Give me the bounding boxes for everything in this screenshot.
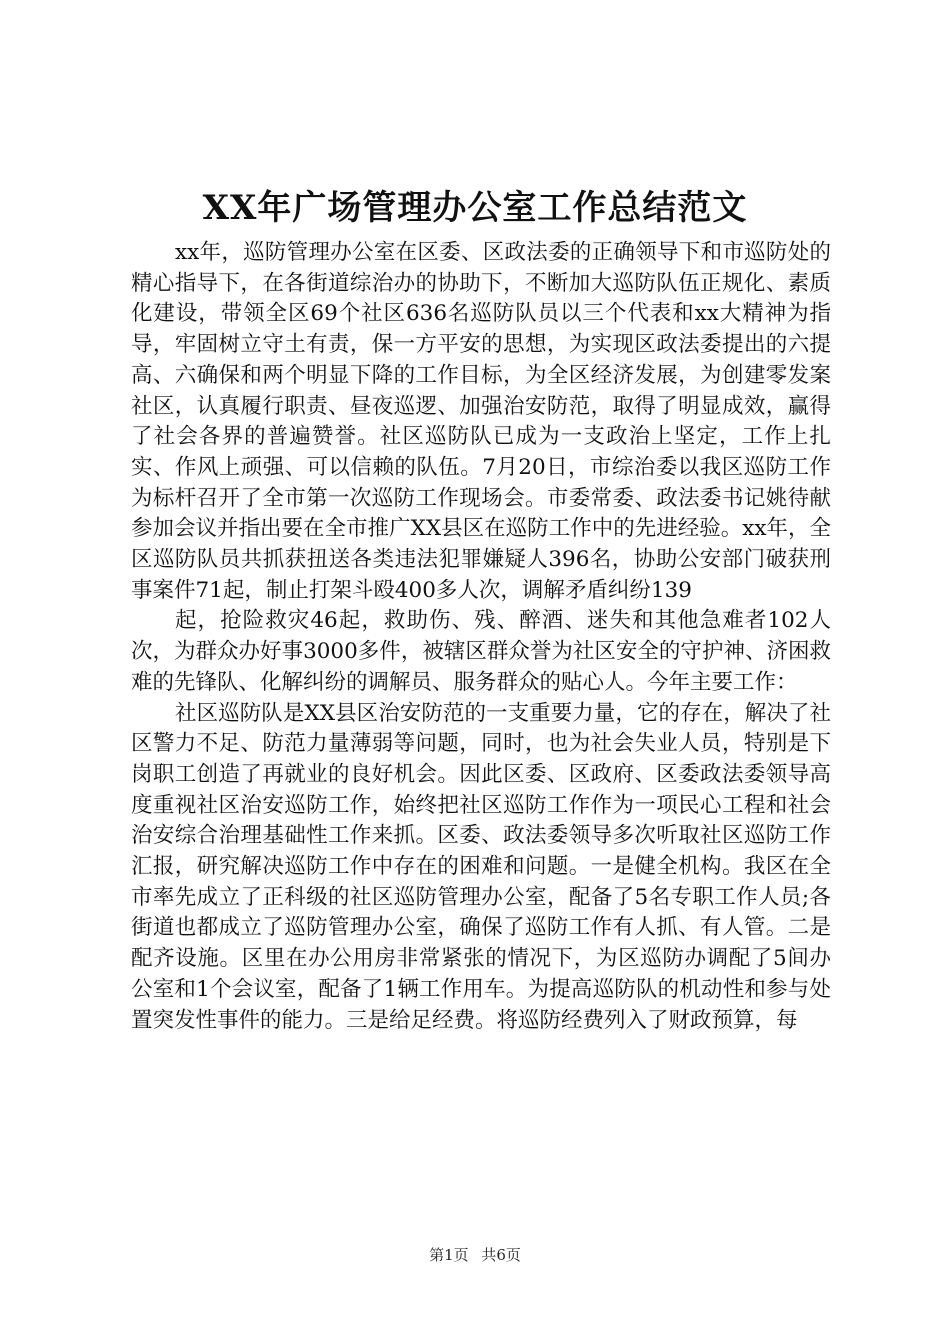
document-body [131,238,831,1036]
total-pages: 共6页 [481,1246,521,1264]
paragraph: 起，抢险救灾46起，救助伤、残、醉酒、迷失和其他急难者102人次，为群众办好事3000多件，被辖区群众誉为社区安全的守护神、济困救难的先锋队、化解纠纷的调解员、服务群众的贴心人。今年主要工作： [131,608,831,695]
paragraph: xx年，巡防管理办公室在区委、区政法委的正确领导下和市巡防处的精心指导下，在各街道综治办的协助下，不断加大巡防队伍正规化、素质化建设，带领全区69个社区636名巡防队员以三个代表和xx大精神为指导，牢固树立守土有责，保一方平安的思想，为实现区政法委提出的六提高、六确保和两个明显下降的工作目标，为全区经济发展，为创建零发案社区，认真履行职责、昼夜巡逻、加强治安防范，取得了明显成效，赢得了社会各界的普遍赞誉。社区巡防队已成为一支政治上坚定，工作上扎实、作风上顽强、可以信赖的队伍。7月20日，市综治委以我区巡防工作为标杆召开了全市第一次巡防工作现场会。市委常委、政法委书记姚待献参加会议并指出要在全市推广XX县区在巡防工作中的先进经验。xx年，全区巡防队员共抓获扭送各类违法犯罪嫌疑人396名，协助公安部门破获刑事案件71起，制止打架斗殴400多人次，调解矛盾纠纷139 [131,240,831,603]
document-title: XX年广场管理办公室工作总结范文 [202,188,748,228]
page-number: 第1页 [429,1246,469,1264]
page-footer [0,1244,950,1266]
paragraph: 社区巡防队是XX县区治安防范的一支重要力量，它的存在，解决了社区警力不足、防范力量薄弱等问题，同时，也为社会失业人员，特别是下岗职工创造了再就业的良好机会。因此区委、区政府、区委政法委领导高度重视社区治安巡防工作，始终把社区巡防工作作为一项民心工程和社会治安综合治理基础性工作来抓。区委、政法委领导多次听取社区巡防工作汇报，研究解决巡防工作中存在的困难和问题。一是健全机构。我区在全市率先成立了正科级的社区巡防管理办公室，配备了5名专职工作人员;各街道也都成立了巡防管理办公室，确保了巡防工作有人抓、有人管。二是配齐设施。区里在办公用房非常紧张的情况下，为区巡防办调配了5间办公室和1个会议室，配备了1辆工作用车。为提高巡防队的机动性和参与处置突发性事件的能力。三是给足经费。将巡防经费列入了财政预算，每 [131,700,831,1033]
